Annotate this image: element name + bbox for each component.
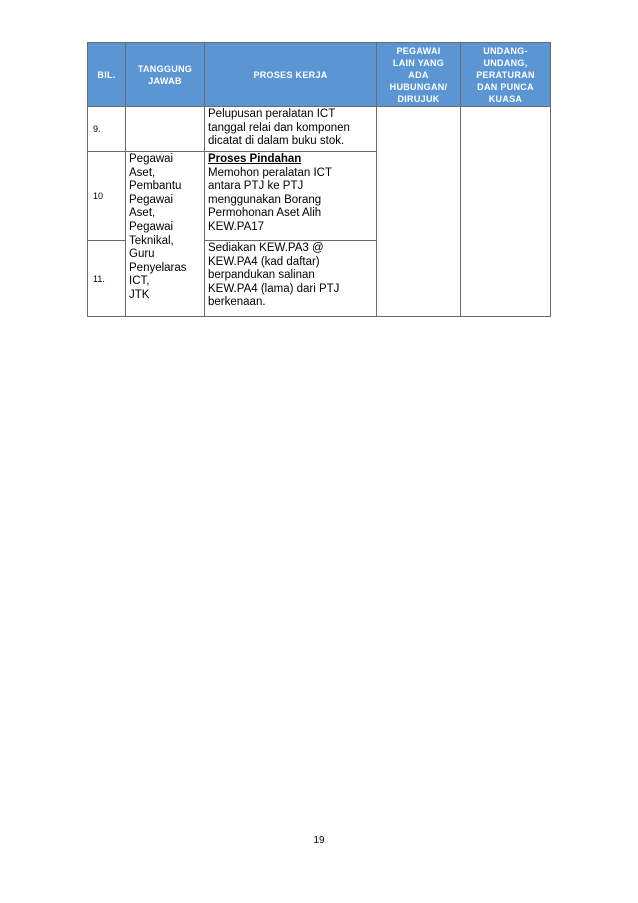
proses-pindahan-heading: Proses Pindahan (208, 153, 302, 165)
row-9-tanggung-jawab (126, 107, 205, 152)
undang-undang-cell (461, 107, 551, 317)
row-9-proses: Pelupusan peralatan ICT tanggal relai dan komponen dicatat di dalam buku stok. (205, 107, 377, 152)
row-9-bil: 9. (88, 107, 126, 152)
page-number: 19 (313, 835, 325, 846)
process-table (87, 42, 551, 317)
pegawai-lain-cell (377, 107, 461, 317)
row-10-bil: 10 (88, 152, 126, 241)
row-10-proses: Proses Pindahan Memohon peralatan ICT antara PTJ ke PTJ menggunakan Borang Permohonan Aset Alih KEW.PA17 (205, 152, 377, 241)
table-row (88, 107, 551, 152)
row-11-proses: Sediakan KEW.PA3 @ KEW.PA4 (kad daftar) berpandukan salinan KEW.PA4 (lama) dari PTJ berkenaan. (205, 241, 377, 317)
row-11-bil: 11. (88, 241, 126, 317)
header-bil: BIL. (88, 43, 126, 107)
header-tanggung-jawab: TANGGUNG JAWAB (126, 43, 205, 107)
table-header-row (88, 43, 551, 107)
header-proses-kerja: PROSES KERJA (205, 43, 377, 107)
header-undang-undang: UNDANG- UNDANG, PERATURAN DAN PUNCA KUASA (461, 43, 551, 107)
tanggung-jawab-cell: Pegawai Aset, Pembantu Pegawai Aset, Pegawai Teknikal, Guru Penyelaras ICT, JTK (126, 152, 205, 317)
header-pegawai-lain: PEGAWAI LAIN YANG ADA HUBUNGAN/ DIRUJUK (377, 43, 461, 107)
